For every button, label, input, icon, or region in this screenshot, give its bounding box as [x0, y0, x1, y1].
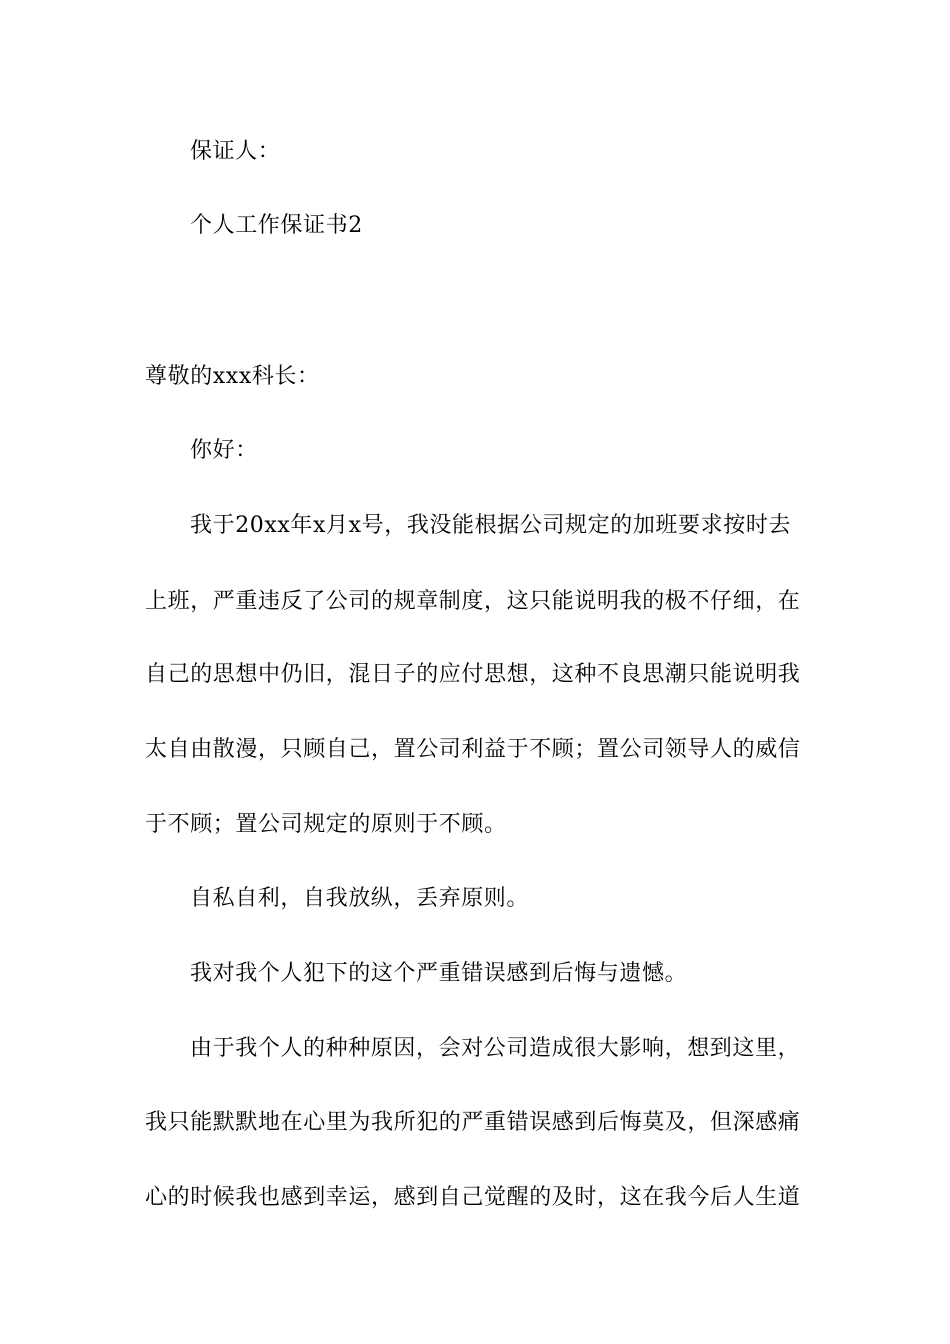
paragraph-line: 由于我个人的种种原因，会对公司造成很大影响，想到这里， — [190, 1036, 801, 1061]
paragraph-line: 我只能默默地在心里为我所犯的严重错误感到后悔莫及，但深感痛 — [145, 1110, 801, 1135]
paragraph-line: 于不顾；置公司规定的原则于不顾。 — [145, 812, 507, 837]
guarantor-label: 保证人： — [190, 139, 281, 164]
paragraph-line: 我于20xx年x月x号，我没能根据公司规定的加班要求按时去 — [190, 513, 792, 538]
greeting: 你好： — [190, 438, 258, 463]
paragraph-line: 太自由散漫，只顾自己，置公司利益于不顾；置公司领导人的威信 — [145, 737, 801, 762]
paragraph-line: 自私自利，自我放纵，丢弃原则。 — [190, 886, 530, 911]
document-heading: 个人工作保证书2 — [190, 213, 363, 238]
paragraph-line: 我对我个人犯下的这个严重错误感到后悔与遗憾。 — [190, 961, 688, 986]
paragraph-line: 心的时候我也感到幸运，感到自己觉醒的及时，这在我今后人生道 — [145, 1185, 801, 1210]
paragraph-line: 自己的思想中仍旧，混日子的应付思想，这种不良思潮只能说明我 — [145, 662, 801, 687]
salutation: 尊敬的xxx科长： — [145, 364, 320, 389]
paragraph-line: 上班，严重违反了公司的规章制度，这只能说明我的极不仔细，在 — [145, 589, 801, 614]
